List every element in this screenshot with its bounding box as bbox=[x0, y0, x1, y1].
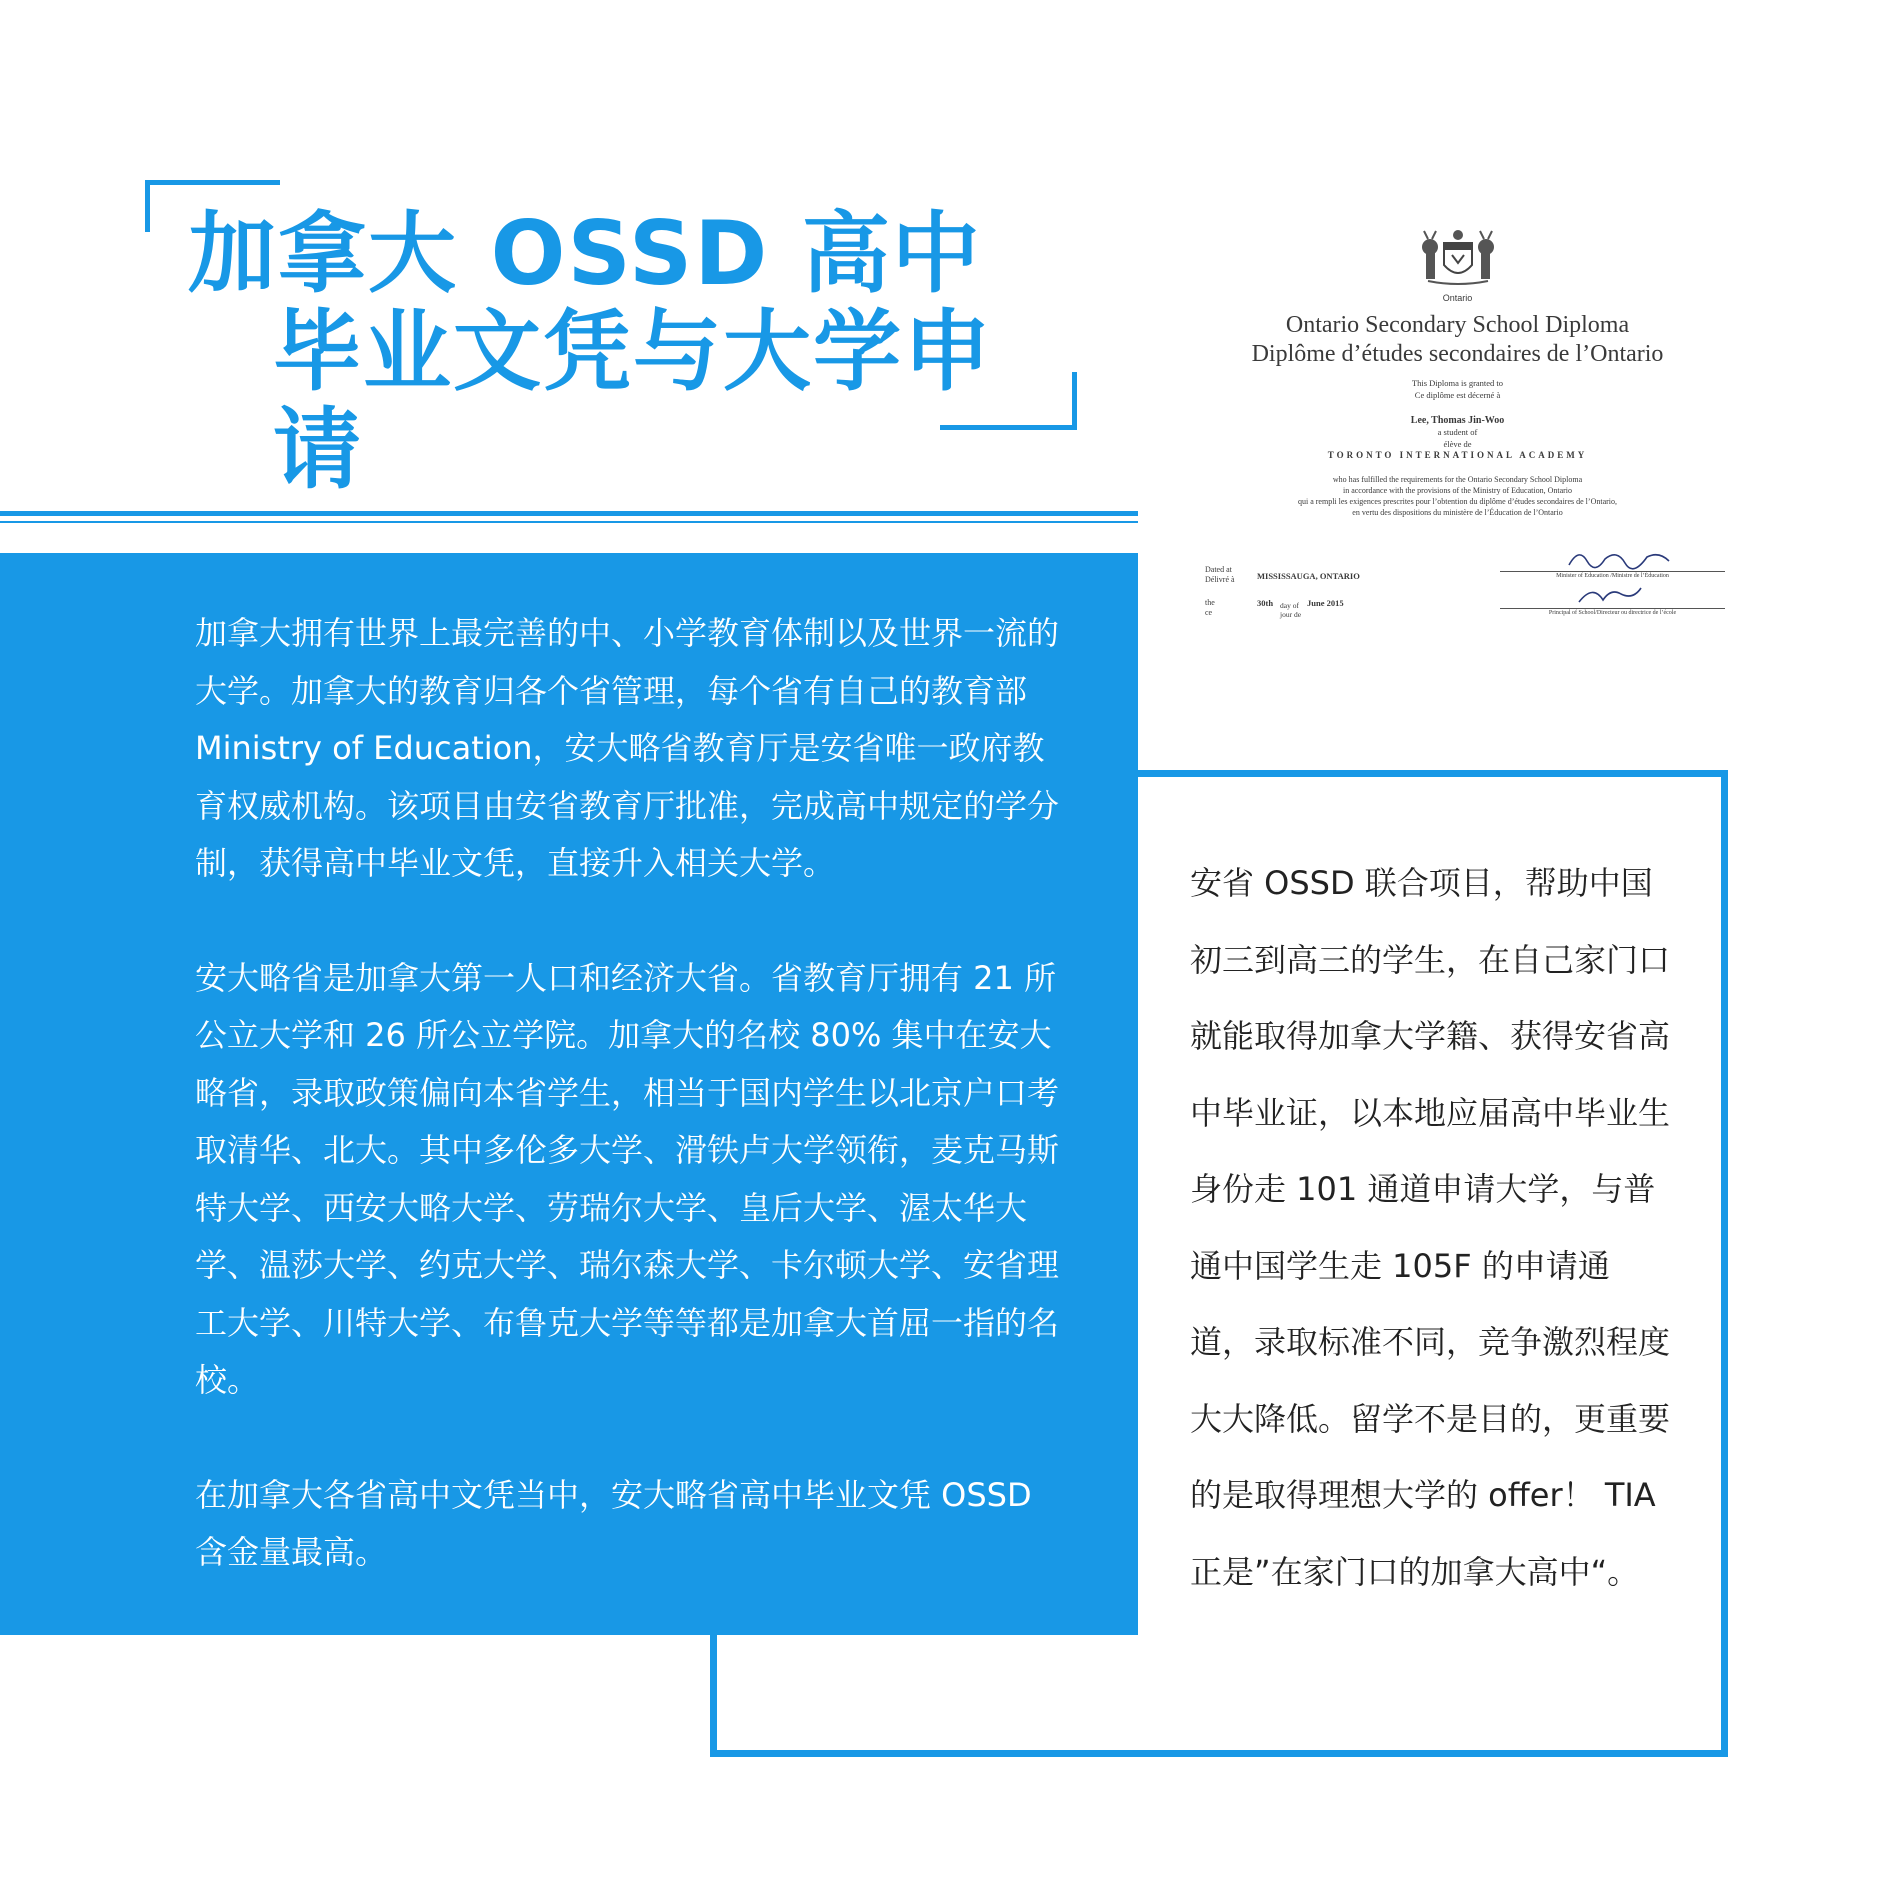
title-line-2: 毕业文凭与大学申请 bbox=[273, 300, 994, 501]
diploma-requirements-fr-2: en vertu des dispositions du ministère de l’Éducation de l’Ontario bbox=[1352, 508, 1563, 517]
diploma-requirements-fr-1: qui a rempli les exigences prescrites pour l’obtention du diplôme d’études secondaires de l’Ontario, bbox=[1297, 497, 1617, 506]
diploma-requirements-en-1: who has fulfilled the requirements for the Ontario Secondary School Diploma bbox=[1332, 475, 1583, 484]
diploma-province: Ontario bbox=[1442, 293, 1473, 303]
diploma-student-of-en: a student of bbox=[1437, 427, 1478, 437]
diploma-place: MISSISSAUGA, ONTARIO bbox=[1257, 571, 1360, 581]
diploma-day-of-en: day of bbox=[1280, 601, 1299, 610]
ontario-crest-icon bbox=[1418, 225, 1498, 291]
diploma-image bbox=[1175, 215, 1740, 620]
divider-thick bbox=[0, 511, 1138, 516]
title-bracket-bottom-right-vertical bbox=[1072, 372, 1077, 430]
diploma-school: TORONTO INTERNATIONAL ACADEMY bbox=[1327, 450, 1588, 460]
diploma-day: 30th bbox=[1257, 598, 1274, 608]
diploma-student-name: Lee, Thomas Jin-Woo bbox=[1410, 415, 1505, 426]
diploma-dated-en: Dated at bbox=[1205, 565, 1232, 574]
blue-paragraph-2: 安大略省是加拿大第一人口和经济大省。省教育厅拥有 21 所公立大学和 26 所公立学院。加拿大的名校 80% 集中在安大略省，录取政策偏向本省学生，相当于国内学生以北京户口考取清华、北大。其中多伦多大学、滑铁卢大学领衔，麦克马斯特大学、西安大略大学、劳瑞尔大学、皇后大学、渥太华大学、温莎大学、约克大学、瑞尔森大学、卡尔顿大学、安省理工大学、川特大学、布鲁克大学等等都是加拿大首屈一指的名校。 bbox=[195, 958, 1060, 1399]
title-bracket-top-left-horizontal bbox=[145, 180, 280, 185]
diploma-month-year: June 2015 bbox=[1307, 598, 1344, 608]
minister-signature-icon bbox=[1565, 545, 1675, 573]
diploma-student-of-fr: élève de bbox=[1443, 439, 1472, 449]
diploma-day-of-label bbox=[1280, 601, 1301, 619]
diploma-granted-fr: Ce diplôme est décerné à bbox=[1414, 390, 1501, 400]
principal-signature-icon bbox=[1575, 580, 1645, 608]
diploma-title-en: Ontario Secondary School Diploma bbox=[1285, 312, 1630, 338]
divider-thin bbox=[0, 521, 1138, 523]
diploma-dated-fr: Délivré à bbox=[1205, 575, 1235, 584]
blue-panel-text bbox=[195, 605, 1065, 1639]
diploma-dated-label bbox=[1205, 565, 1235, 585]
diploma-the-label bbox=[1205, 598, 1215, 618]
blue-paragraph-1: 加拿大拥有世界上最完善的中、小学教育体制以及世界一流的大学。加拿大的教育归各个省管理，每个省有自己的教育部 Ministry of Education，安大略省教育厅是安省唯一政府教育权威机构。该项目由安省教育厅批准，完成高中规定的学分制，获得高中毕业文凭，直接升入相关大学。 bbox=[195, 614, 1060, 882]
frame-paragraph: 安省 OSSD 联合项目，帮助中国初三到高三的学生，在自己家门口就能取得加拿大学籍、获得安省高中毕业证，以本地应届高中毕业生身份走 101 通道申请大学，与普通中国学生走 105F 的申请通道，录取标准不同，竞争激烈程度大大降低。留学不是目的，更重要的是取得理想大学的 offer！ TIA 正是”在家门口的加拿大高中“。 bbox=[1190, 864, 1671, 1591]
diploma-title-fr: Diplôme d’études secondaires de l’Ontario bbox=[1251, 341, 1664, 367]
minister-signature-line bbox=[1500, 571, 1725, 572]
title-line-1: 加拿大 OSSD 高中 bbox=[188, 202, 982, 305]
minister-caption: Minister of Education /Ministre de l’Éducation bbox=[1556, 573, 1669, 579]
principal-signature-line bbox=[1500, 608, 1725, 609]
diploma-day-of-fr: jour de bbox=[1280, 610, 1302, 619]
title-bracket-top-left-vertical bbox=[145, 180, 150, 232]
diploma-requirements-en-2: in accordance with the provisions of the Ministry of Education, Ontario bbox=[1342, 486, 1573, 495]
diploma-the-fr: ce bbox=[1205, 608, 1213, 617]
diploma-granted-en: This Diploma is granted to bbox=[1411, 378, 1504, 388]
diploma-the-en: the bbox=[1205, 598, 1215, 607]
blue-paragraph-3: 在加拿大各省高中文凭当中，安大略省高中毕业文凭 OSSD 含金量最高。 bbox=[195, 1475, 1032, 1571]
title-bracket-bottom-right-horizontal bbox=[940, 425, 1077, 430]
principal-caption: Principal of School/Directeur ou directrice de l’école bbox=[1548, 610, 1677, 616]
page-title bbox=[188, 202, 1068, 501]
